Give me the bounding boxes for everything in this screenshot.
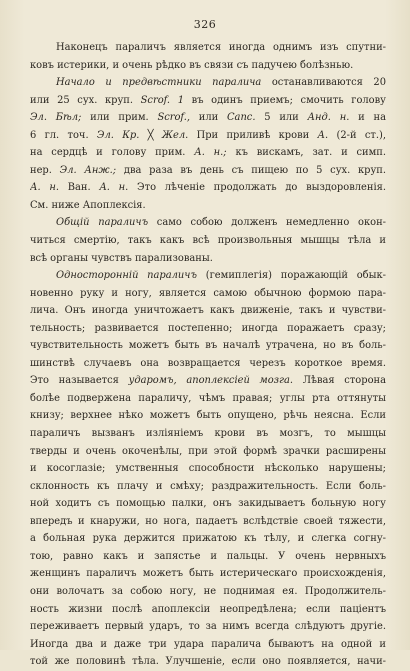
italic-text: Scrof., <box>157 112 190 124</box>
italic-text: А. н. <box>30 182 59 194</box>
text-line <box>30 320 386 338</box>
text-line <box>30 302 386 320</box>
text-segment: шинствѣ случаевъ она возвращается черезъ короткое время. <box>30 357 386 369</box>
text-segment: (гемиплегія) поражающій обык- <box>197 270 386 282</box>
text-line <box>30 565 386 583</box>
page-number: 326 <box>193 18 217 31</box>
italic-text: Общій параличъ <box>56 217 149 229</box>
text-line <box>30 179 386 197</box>
text-line <box>30 285 386 303</box>
text-line <box>30 390 386 408</box>
text-line <box>30 583 386 601</box>
text-line <box>30 530 386 548</box>
italic-text: Сапс. <box>227 112 256 124</box>
text-segment: ковъ истерики, и очень рѣдко въ связи съ падучею болѣзнью. <box>30 59 354 71</box>
text-segment: 6 гл. точ. <box>30 129 97 141</box>
text-line <box>30 144 386 162</box>
italic-text: А. <box>317 129 329 141</box>
text-segment: Ван. <box>59 182 100 194</box>
text-segment: впередъ и кнаружи, но нога, падаетъ вслѣдствіе своей тяжести, <box>30 515 386 527</box>
text-line <box>30 267 386 285</box>
text-line <box>30 57 386 75</box>
text-segment: на сердцѣ и голову прим. <box>30 147 195 159</box>
text-segment: а больная рука держится прижатою къ тѣлу, и слегка согну- <box>30 533 386 545</box>
text-line <box>30 127 386 145</box>
text-line <box>30 460 386 478</box>
text-line <box>30 92 386 110</box>
italic-text: А. н. <box>99 182 129 194</box>
italic-text: Эл. Кр. ╳ Жел. <box>96 129 189 141</box>
text-line <box>30 636 386 654</box>
italic-text: Эл. Бѣл; <box>30 112 82 124</box>
text-segment: чувствительность можетъ быть въ началѣ утрачена, но въ боль- <box>30 340 386 352</box>
text-segment: Лѣвая сторона <box>293 375 386 387</box>
text-line <box>30 478 386 496</box>
text-line <box>30 372 386 390</box>
text-segment: они волочатъ за собою ногу, не поднимая ея. Продолжитель- <box>30 585 386 597</box>
text-line <box>30 425 386 443</box>
text-line <box>30 355 386 373</box>
text-segment: или 25 сух. круп. <box>30 94 141 106</box>
text-segment: Это называется <box>30 375 129 387</box>
text-segment: нер. <box>30 164 60 176</box>
text-line <box>30 162 386 180</box>
text-segment: Иногда два и даже три удара паралича бываютъ на одной и <box>30 638 386 650</box>
text-segment: (2-й ст.), <box>328 129 386 141</box>
text-line <box>30 495 386 513</box>
text-segment: останавливаются 20 <box>261 77 386 89</box>
text-segment: къ вискамъ, зат. и симп. <box>226 147 386 159</box>
text-segment: тверды и очень окоченѣлы, при этой формѣ зрачки расширены <box>30 445 386 457</box>
text-segment: книзу; верхнее нѣко можетъ быть опущено, рѣчь неясна. Если <box>30 410 386 422</box>
text-line <box>30 618 386 636</box>
text-segment: болѣе подвержена параличу, чѣмъ правая; углы рта оттянуты <box>30 392 386 404</box>
text-line <box>30 250 386 268</box>
text-segment: той же половинѣ тѣла. Улучшеніе, если оно появляется, начи- <box>30 656 386 668</box>
text-line <box>30 653 386 671</box>
text-segment: въ одинъ приемъ; смочить голову <box>184 94 386 106</box>
italic-text: Scrof. 1 <box>140 94 185 106</box>
text-segment: переживаетъ первый ударъ, то за нимъ всегда слѣдуютъ другіе. <box>30 621 386 633</box>
text-segment: Это лѣченіе продолжать до выздоровленія. <box>128 182 386 194</box>
text-line <box>30 407 386 425</box>
text-segment: само собою долженъ немедленно окон- <box>148 217 386 229</box>
text-line <box>30 601 386 619</box>
text-line <box>30 232 386 250</box>
text-line <box>30 443 386 461</box>
italic-text: ударомъ, апоплексіей мозга. <box>128 375 294 387</box>
text-segment: тою, равно какъ и запястье и пальцы. У очень нервныхъ <box>30 550 386 562</box>
text-segment: лича. Онъ иногда уничтожаетъ какъ движеніе, такъ и чувстви- <box>30 305 386 317</box>
text-line <box>30 548 386 566</box>
italic-text: Анд. н. <box>307 112 350 124</box>
text-segment: всѣ органы чувствъ парализованы. <box>30 252 213 264</box>
text-segment: 5 или <box>255 112 308 124</box>
italic-text: А. н.; <box>194 147 227 159</box>
text-segment: новенно руку и ногу, является самою обычною формою пара- <box>30 287 386 299</box>
italic-text: Начало и предвѣстники паралича <box>56 77 262 89</box>
text-line <box>30 337 386 355</box>
text-segment: ность жизни послѣ апоплексіи неопредѣлена; если паціентъ <box>30 603 386 615</box>
text-line <box>30 513 386 531</box>
text-segment: При приливѣ крови <box>188 129 318 141</box>
text-line <box>30 74 386 92</box>
text-segment: читься смертію, такъ какъ всѣ произвольныя мышцы тѣла и <box>30 235 386 247</box>
italic-text: Эл. Анж.; <box>59 164 117 176</box>
text-segment: или <box>190 112 227 124</box>
text-segment: и косоглазіе; умственныя способности нѣсколько нарушены; <box>30 463 386 475</box>
text-segment: или прим. <box>81 112 158 124</box>
text-segment: Наконецъ параличъ является иногда однимъ изъ спутни- <box>56 42 386 53</box>
text-segment: два раза въ день съ пищею по 5 сух. круп. <box>116 164 386 176</box>
italic-text: Односторонній параличъ <box>56 270 198 282</box>
text-line <box>30 214 386 232</box>
text-segment: См. ниже Апоплексія. <box>30 199 146 211</box>
text-segment: тельность; развивается постепенно; иногда поражаетъ сразу; <box>30 322 386 334</box>
text-segment: женщинъ параличъ можетъ быть истерическаго происхожденія, <box>30 568 386 580</box>
text-segment: склонность къ плачу и смѣху; раздражительность. Если боль- <box>30 480 386 492</box>
text-line <box>30 197 386 215</box>
text-line <box>30 109 386 127</box>
text-line <box>30 39 386 57</box>
body-text <box>30 39 386 671</box>
text-segment: и на <box>349 112 386 124</box>
text-segment: параличъ вызванъ изліяніемъ крови въ мозгъ, то мышцы <box>30 428 386 440</box>
text-segment: ной ходитъ съ помощью палки, онъ закидываетъ больную ногу <box>30 498 386 510</box>
